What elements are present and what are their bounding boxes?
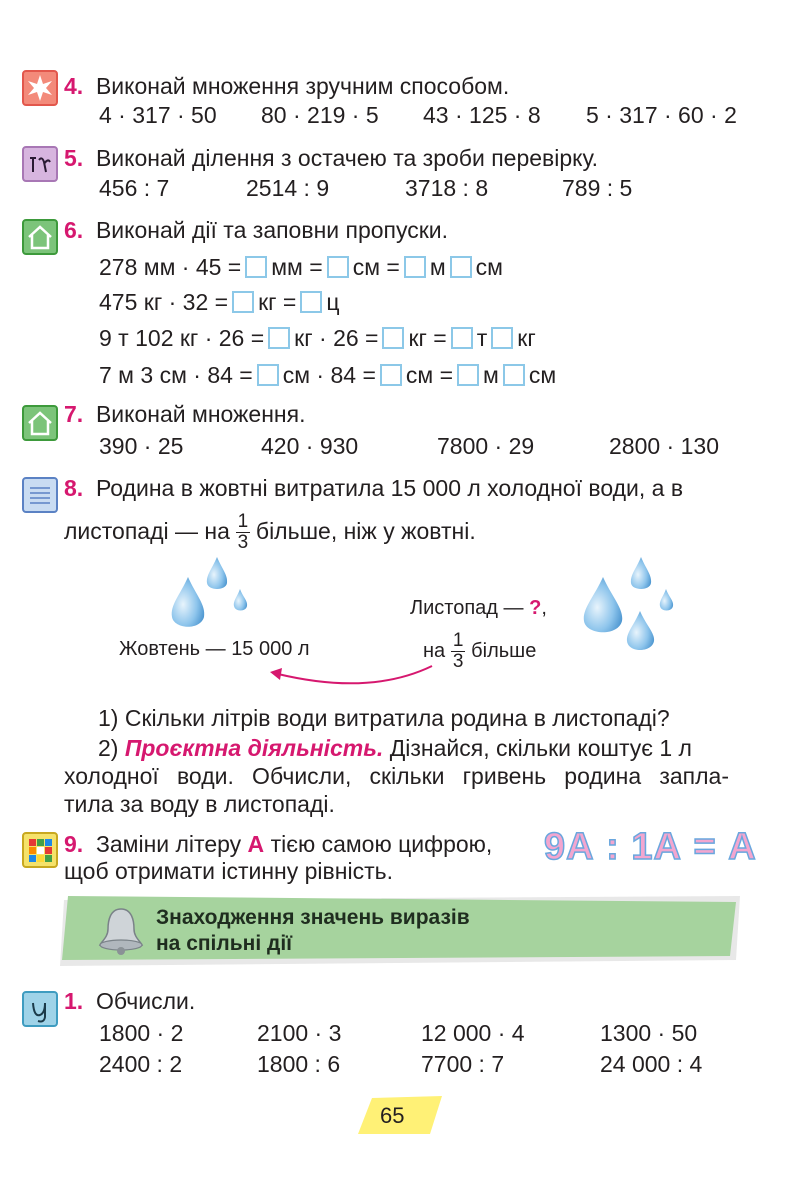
task-6-row: 9 т 102 кг · 26 = кг · 26 = кг = т кг bbox=[99, 325, 536, 351]
task-1-item: 7700 : 7 bbox=[421, 1051, 505, 1077]
rubik-cube-icon bbox=[22, 832, 58, 868]
fraction: $\frac{1}{3}$ bbox=[237, 511, 249, 554]
home-icon bbox=[22, 219, 58, 255]
task-6-title: 6. Виконай дії та заповни пропуски. bbox=[64, 217, 449, 243]
task-7-item: 390 · 25 bbox=[99, 433, 184, 459]
task-8-line: 8. Родина в жовтні витратила 15 000 л холодної води, а в bbox=[64, 475, 684, 501]
answer-box[interactable] bbox=[268, 327, 290, 349]
page-number: 65 bbox=[380, 1103, 405, 1128]
pen-writing-icon bbox=[22, 146, 58, 182]
task-8-line: листопаді — на $\frac{1}{3}$ більше, ніж у жовтні. bbox=[64, 511, 476, 554]
task-7-item: 420 · 930 bbox=[261, 433, 359, 459]
task-5-item: 3718 : 8 bbox=[405, 175, 489, 201]
task-1-item: 1800 : 6 bbox=[257, 1051, 341, 1077]
task-8-question-2-cont: холодної води. Обчисли, скільки гривень родина запла- bbox=[64, 763, 729, 789]
task-5-title: 5. Виконай ділення з остачею та зроби перевірку. bbox=[64, 145, 599, 171]
task-5-item: 2514 : 9 bbox=[246, 175, 330, 201]
answer-box[interactable] bbox=[382, 327, 404, 349]
answer-box[interactable] bbox=[257, 364, 279, 386]
task-8-question-2: 2) Проєктна діяльність. Дізнайся, скільки коштує 1 л bbox=[98, 735, 692, 761]
star-icon bbox=[22, 70, 58, 106]
october-label: Жовтень — 15 000 л bbox=[119, 638, 310, 660]
answer-box[interactable] bbox=[404, 256, 426, 278]
answer-box[interactable] bbox=[457, 364, 479, 386]
answer-box[interactable] bbox=[450, 256, 472, 278]
november-more-label: на $\frac{1}{3}$ більше bbox=[423, 630, 537, 673]
answer-box[interactable] bbox=[300, 291, 322, 313]
equation: 9А : 1А = А bbox=[544, 826, 757, 868]
task-1-item: 12 000 · 4 bbox=[421, 1020, 525, 1046]
fraction: $\frac{1}{3}$ bbox=[452, 630, 464, 673]
answer-box[interactable] bbox=[245, 256, 267, 278]
task-4-item: 43 · 125 · 8 bbox=[423, 102, 541, 128]
answer-box[interactable] bbox=[327, 256, 349, 278]
task-1-item: 2100 · 3 bbox=[257, 1020, 342, 1046]
bell-icon bbox=[96, 903, 146, 955]
task-7-item: 2800 · 130 bbox=[609, 433, 719, 459]
script-letter-icon bbox=[22, 991, 58, 1027]
task-9-line: щоб отримати істинну рівність. bbox=[64, 858, 393, 884]
water-drops-left bbox=[160, 555, 260, 635]
answer-box[interactable] bbox=[503, 364, 525, 386]
task-7-item: 7800 · 29 bbox=[437, 433, 535, 459]
task-9-line: 9. Заміни літеру А тією самою цифрою, bbox=[64, 831, 493, 857]
task-4-item: 4 · 317 · 50 bbox=[99, 102, 217, 128]
task-1-item: 2400 : 2 bbox=[99, 1051, 183, 1077]
answer-box[interactable] bbox=[491, 327, 513, 349]
notebook-icon bbox=[22, 477, 58, 513]
task-6-row: 278 мм · 45 = мм = см = м см bbox=[99, 254, 503, 280]
task-8-question-2-cont: тила за воду в листопаді. bbox=[64, 791, 335, 817]
task-1-title: 1. Обчисли. bbox=[64, 988, 196, 1014]
answer-box[interactable] bbox=[380, 364, 402, 386]
home-icon bbox=[22, 405, 58, 441]
task-7-title: 7. Виконай множення. bbox=[64, 401, 306, 427]
task-5-item: 456 : 7 bbox=[99, 175, 170, 201]
november-label: Листопад — ?, bbox=[410, 597, 547, 619]
section-title: Знаходження значень виразів на спільні дії bbox=[156, 906, 470, 955]
answer-box[interactable] bbox=[451, 327, 473, 349]
water-drops-right bbox=[578, 555, 688, 660]
task-4-title: 4. Виконай множення зручним способом. bbox=[64, 73, 510, 99]
task-8-question-1: 1) Скільки літрів води витратила родина в листопаді? bbox=[98, 705, 670, 731]
task-4-item: 80 · 219 · 5 bbox=[261, 102, 379, 128]
task-1-item: 1300 · 50 bbox=[600, 1020, 698, 1046]
task-6-row: 7 м 3 см · 84 = см · 84 = см = м см bbox=[99, 362, 557, 388]
task-5-item: 789 : 5 bbox=[562, 175, 633, 201]
arrow-curve bbox=[260, 660, 440, 696]
task-1-item: 24 000 : 4 bbox=[600, 1051, 703, 1077]
task-4-item: 5 · 317 · 60 · 2 bbox=[586, 102, 737, 128]
task-6-row: 475 кг · 32 = кг = ц bbox=[99, 289, 340, 315]
answer-box[interactable] bbox=[232, 291, 254, 313]
task-1-item: 1800 · 2 bbox=[99, 1020, 184, 1046]
